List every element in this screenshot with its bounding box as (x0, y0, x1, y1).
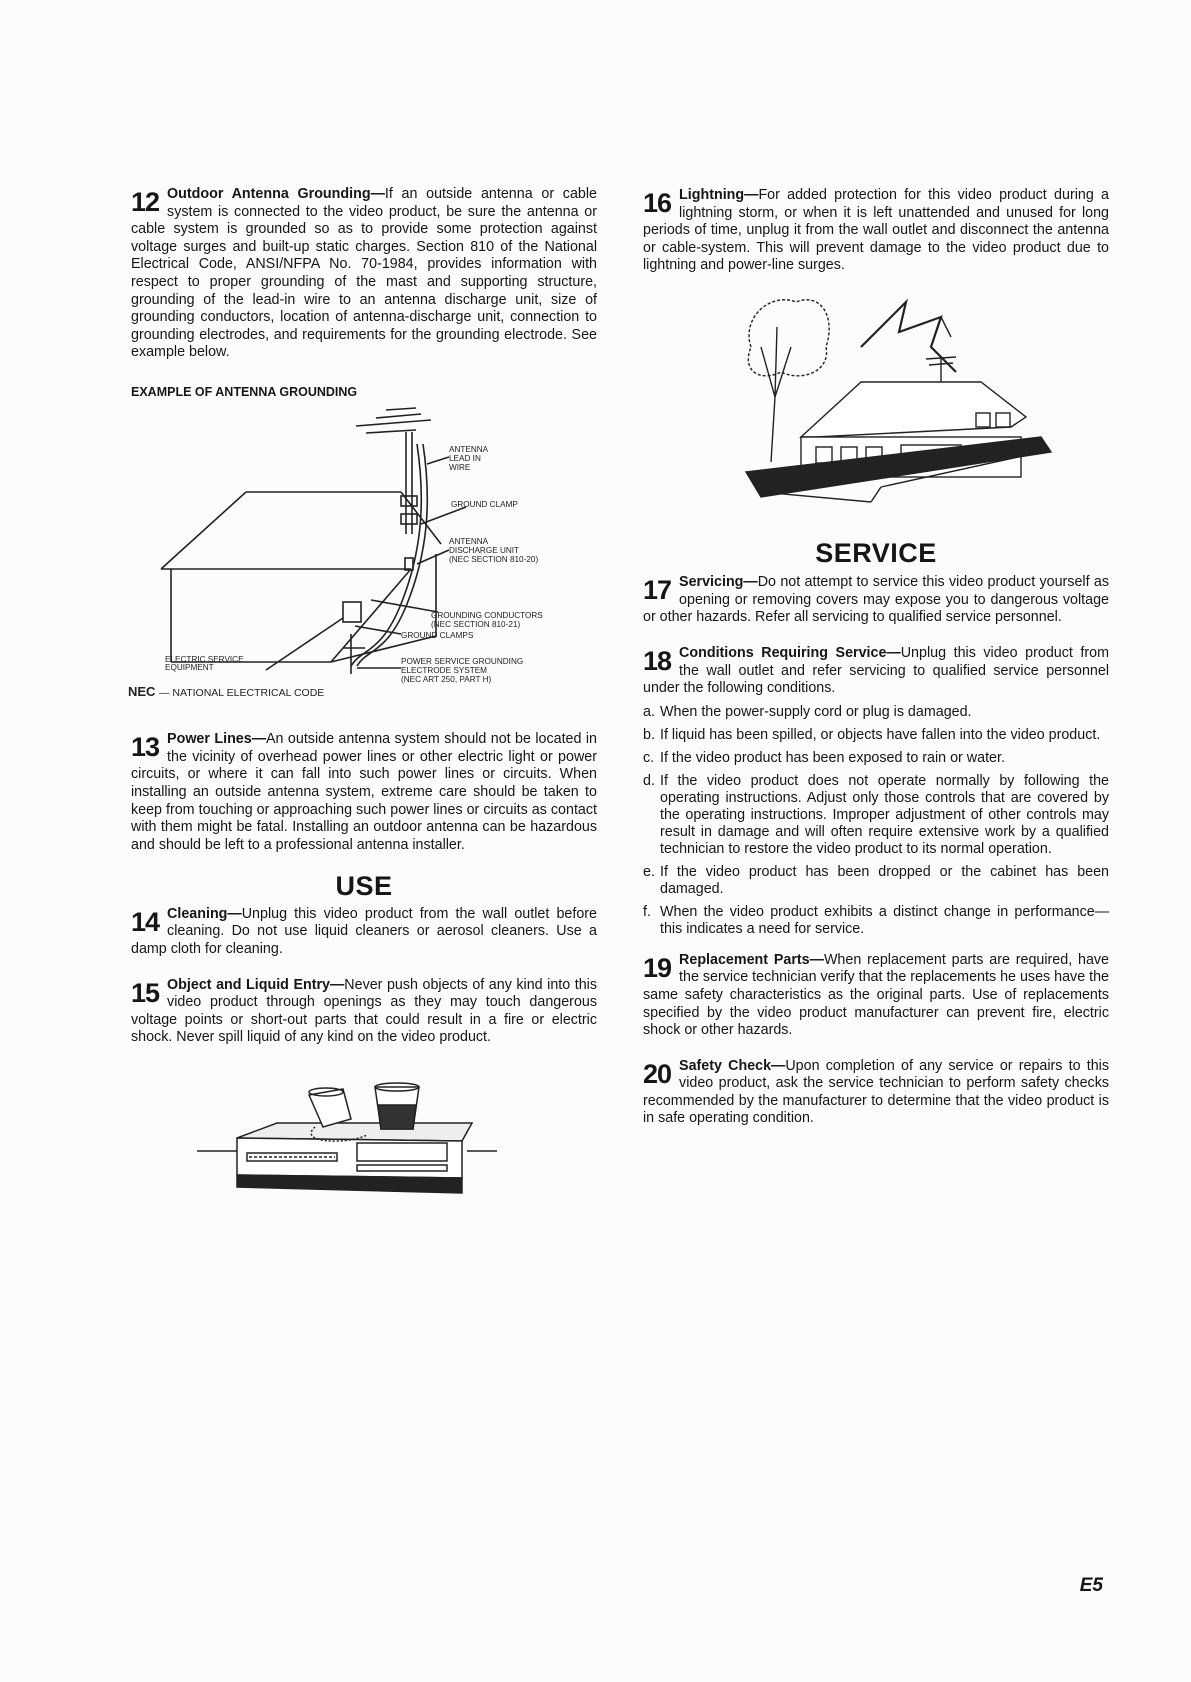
label-antenna-lead-in-3: WIRE (449, 462, 471, 472)
item-title: Servicing— (679, 574, 758, 591)
condition-item: c. If the video product has been exposed to rain or water. (643, 749, 1005, 766)
item-15-object-liquid-entry (131, 977, 597, 1047)
label-discharge-unit-3: (NEC SECTION 810-20) (449, 554, 539, 564)
item-text: Never push objects of any kind into this video product through openings as they may touch dangerous voltage points or short-out parts that could result in a fire or electric shock. Never spill liquid of any kind on the video product. (131, 976, 597, 1046)
label-grounding-conductors: GROUNDING CONDUCTORS (431, 610, 543, 620)
item-13-power-lines (131, 731, 597, 854)
label-electric-service: ELECTRIC SERVICE (165, 654, 244, 664)
label-grounding-conductors-2: (NEC SECTION 810-21) (431, 619, 521, 629)
item-text: If an outside antenna or cable system is connected to the video product, be sure the antenna or cable system is grounded so as to provide some protection against voltage surges and built-up static charges. Section 810 of the National Electrical Code, ANSI/NFPA No. 70-1984, provides information with respect to proper grounding of the mast and supporting structure, grounding of the lead-in wire to an antenna discharge unit, size of grounding conductors, location of antenna-discharge unit, connection to grounding electrodes, and requirements for the grounding electrode. See example below. (131, 186, 597, 361)
item-12-outdoor-antenna-grounding (131, 186, 597, 362)
item-19-replacement-parts (643, 952, 1109, 1040)
item-number: 13 (131, 732, 160, 763)
label-ground-clamps: GROUND CLAMPS (401, 630, 474, 640)
item-title: Lightning— (679, 187, 759, 203)
condition-item: d. If the video product does not operate normally by following the operating instructions. Adjust only those controls that are covered by the operating instructions. Improper adjustment of other controls may result in damage and will often require extensive work by a qualified technician to restore the video product to its normal operation. (643, 772, 1109, 857)
label-antenna-lead-in: ANTENNA (449, 444, 489, 454)
item-14-cleaning (131, 906, 597, 959)
item-text: For added protection for this video product during a lightning storm, or when it is left unattended and unused for long periods of time, unplug it from the wall outlet and disconnect the antenna or cable-system. This will prevent damage to the video product due to lightning and power-line surges. (643, 187, 1109, 274)
item-number: 18 (643, 645, 672, 676)
label-ground-clamp: GROUND CLAMP (451, 499, 518, 509)
condition-item: e. If the video product has been dropped or the cabinet has been damaged. (643, 863, 1109, 897)
condition-item: b. If liquid has been spilled, or objects have fallen into the video product. (643, 726, 1101, 743)
page-number: E5 (1079, 1575, 1103, 1596)
label-power-service-grounding-3: (NEC ART 250, PART H) (401, 674, 492, 684)
item-number: 17 (643, 575, 672, 606)
item-title: Cleaning— (167, 905, 242, 922)
label-discharge-unit-2: DISCHARGE UNIT (449, 545, 520, 555)
item-17-servicing (643, 574, 1109, 627)
item-text: Unplug this video product from the wall outlet and refer servicing to qualified service personnel under the following conditions. (643, 644, 1109, 697)
item-title: Outdoor Antenna Grounding— (167, 186, 385, 202)
figure-caption: EXAMPLE OF ANTENNA GROUNDING (131, 384, 358, 399)
label-power-service-grounding-2: ELECTRODE SYSTEM (401, 665, 487, 675)
label-electric-service-2: EQUIPMENT (165, 662, 214, 672)
item-number: 15 (131, 977, 160, 1008)
item-number: 16 (643, 188, 672, 218)
item-number: 20 (643, 1058, 672, 1089)
item-title: Power Lines— (167, 731, 267, 748)
lightning-house-illustration (741, 287, 1109, 533)
condition-item: a. When the power-supply cord or plug is damaged. (643, 703, 972, 720)
left-column (128, 186, 598, 1229)
item-title: Object and Liquid Entry— (167, 976, 345, 993)
item-text: Upon completion of any service or repairs to this video product, ask the service technician to perform safety checks recommended by the manufacturer to determine that the video product is in safe operating condition. (643, 1057, 1109, 1127)
service-heading: SERVICE (815, 537, 937, 568)
label-antenna-lead-in-2: LEAD IN (449, 453, 481, 463)
item-16-lightning (643, 187, 1109, 275)
antenna-grounding-diagram (128, 404, 597, 710)
nec-abbreviation: NEC (128, 683, 156, 699)
item-title: Replacement Parts— (679, 951, 824, 968)
item-text: When replacement parts are required, have the service technician verify that the replacements he uses have the same safety characteristics as the original parts. Use of replacements specified by the video product manufacturer can prevent fire, electric shock or other hazards. (643, 951, 1109, 1039)
item-text: An outside antenna system should not be located in the vicinity of overhead power lines or other electric light or power circuits, or where it can fall into such power lines or circuits. When installing an outside antenna system, extreme care should be taken to keep from touching or approaching such power lines or circuits as contact with them might be fatal. Installing an outdoor antenna can be hazardous and should be left to a professional antenna installer. (131, 731, 598, 853)
use-heading: USE (335, 871, 393, 902)
item-text: Unplug this video product from the wall outlet before cleaning. Do not use liquid cleaners or aerosol cleaners. Use a damp cloth for cleaning. (131, 905, 597, 958)
item-text: Do not attempt to service this video product yourself as opening or removing covers may expose you to dangerous voltage or other hazards. Refer all servicing to qualified service personnel. (643, 574, 1109, 626)
item-number: 12 (131, 187, 160, 217)
label-discharge-unit: ANTENNA (449, 536, 489, 546)
item-20-safety-check (643, 1058, 1109, 1128)
nec-definition: — NATIONAL ELECTRICAL CODE (159, 686, 325, 699)
service-conditions-list (643, 704, 1109, 938)
item-title: Conditions Requiring Service— (679, 644, 901, 661)
label-power-service-grounding: POWER SERVICE GROUNDING (401, 656, 524, 666)
item-number: 14 (131, 906, 160, 937)
item-number: 19 (643, 952, 672, 983)
right-column (643, 187, 1109, 1128)
item-18-conditions-requiring-service (643, 645, 1109, 698)
condition-item: f. When the video product exhibits a distinct change in performance—this indicates a need for service. (643, 903, 1109, 937)
vcr-spill-illustration (197, 1083, 597, 1229)
item-title: Safety Check— (679, 1057, 786, 1074)
